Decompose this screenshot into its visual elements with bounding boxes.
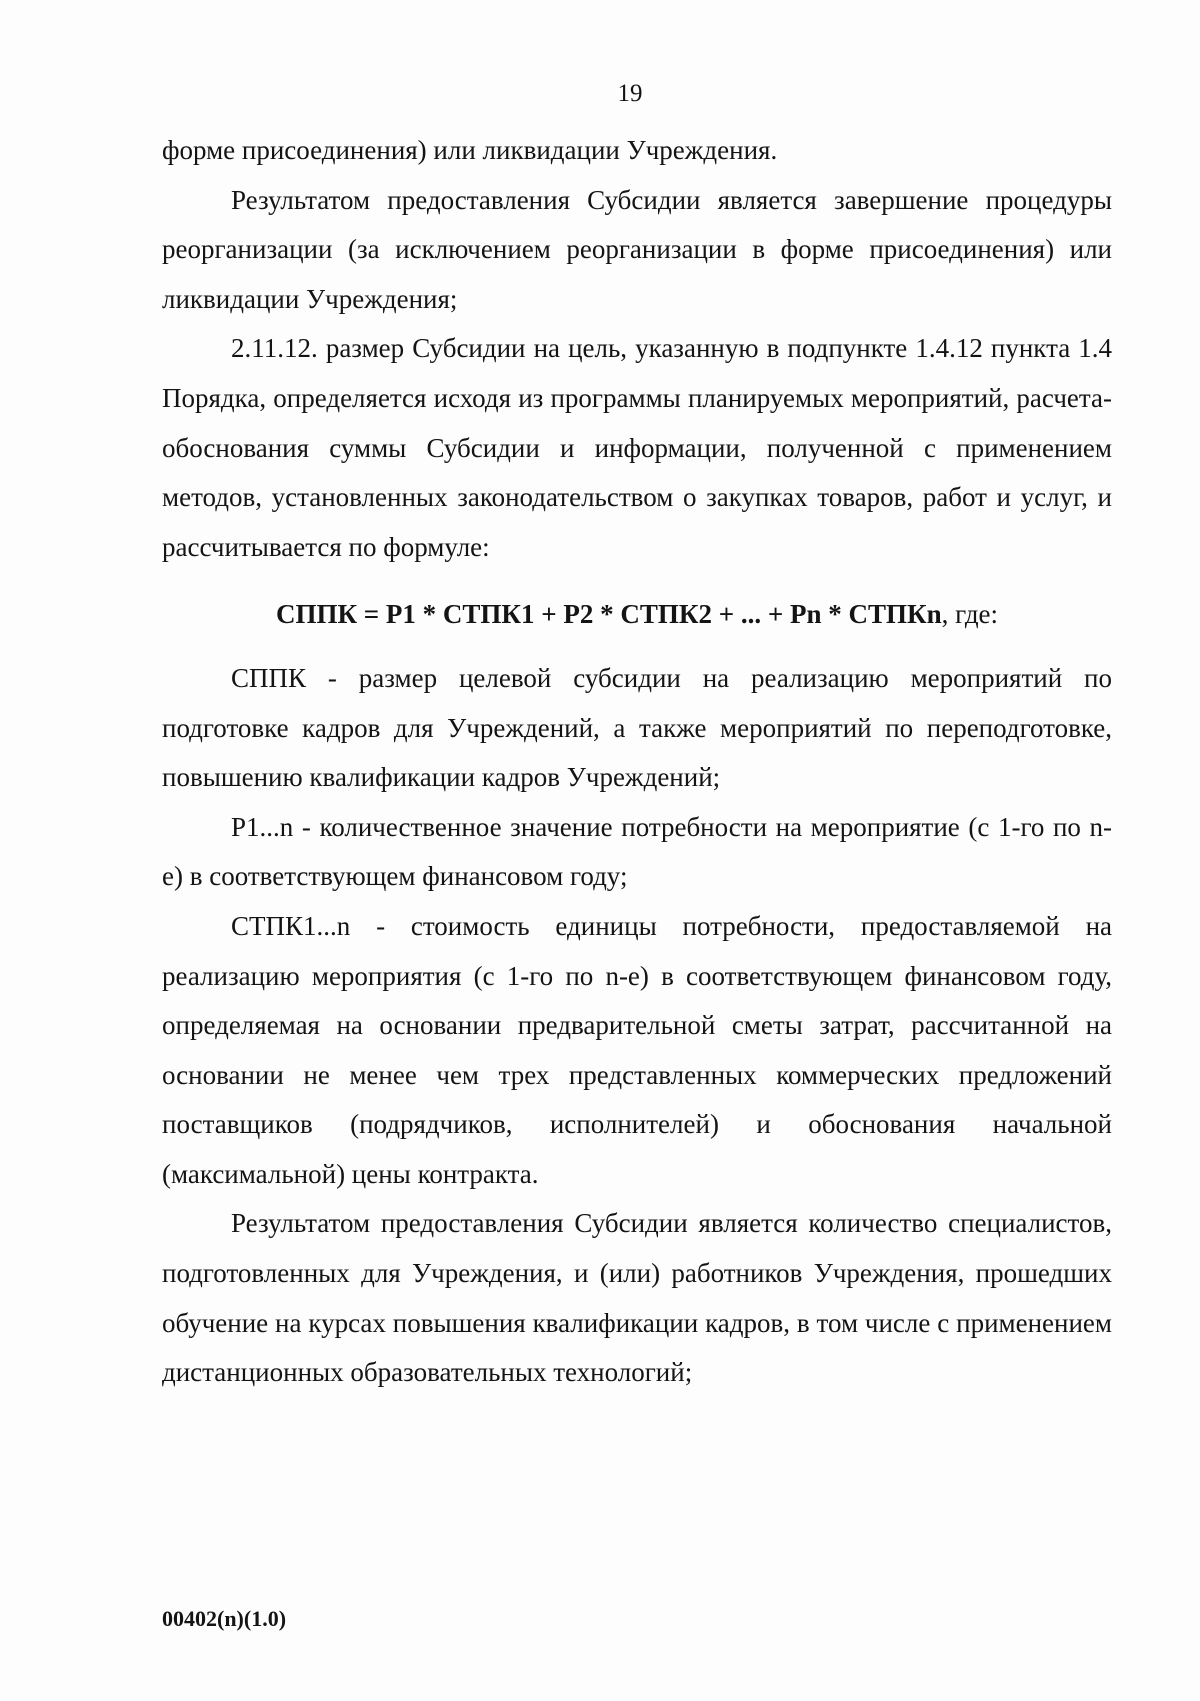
definition-stpk1n: СТПК1...n - стоимость единицы потребности, предоставляемой на реализацию мероприятия (с 1-го по n-е) в соответствующем финансовом году, определяемая на основании предварительной сметы затрат, рассчитанной на основании не менее чем трех представленных коммерческих предложений поставщиков (подрядчиков, исполнителей) и обоснования начальной (максимальной) цены контракта. bbox=[162, 910, 1112, 1189]
paragraph-result-reorganization: Результатом предоставления Субсидии является завершение процедуры реорганизации (за исключением реорганизации в форме присоединения) или ликвидации Учреждения; bbox=[162, 184, 1112, 314]
formula-suffix: , где: bbox=[941, 599, 999, 630]
paragraph-continuation: форме присоединения) или ликвидации Учреждения. bbox=[162, 135, 778, 165]
formula bbox=[162, 590, 1112, 640]
formula-expression: СППК = Р1 * СТПК1 + Р2 * СТПК2 + ... + Рn * СТПКn bbox=[275, 599, 942, 630]
paragraph-clause-2-11-12: 2.11.12. размер Субсидии на цель, указанную в подпункте 1.4.12 пункта 1.4 Порядка, определяется исходя из программы планируемых мероприятий, расчета-обоснования суммы Субсидии и информации, полученной с применением методов, установленных законодательством о закупках товаров, работ и услуг, и рассчитывается по формуле: bbox=[162, 333, 1112, 562]
definition-p1n: Р1...n - количественное значение потребности на мероприятие (с 1-го по n-е) в соответствующем финансовом году; bbox=[162, 811, 1112, 892]
document-body bbox=[162, 126, 1112, 1398]
definition-sppk: СППК - размер целевой субсидии на реализацию мероприятий по подготовке кадров для Учреждений, а также мероприятий по переподготовке, повышению квалификации кадров Учреждений; bbox=[162, 662, 1112, 793]
footer-document-code: 00402(n)(1.0) bbox=[162, 1606, 287, 1631]
page-number: 19 bbox=[617, 80, 643, 107]
paragraph-result-training: Результатом предоставления Субсидии является количество специалистов, подготовленных для Учреждения, и (или) работников Учреждения, прошедших обучение на курсах повышения квалификации кадров, в том числе с применением дистанционных образовательных технологий; bbox=[162, 1208, 1112, 1388]
